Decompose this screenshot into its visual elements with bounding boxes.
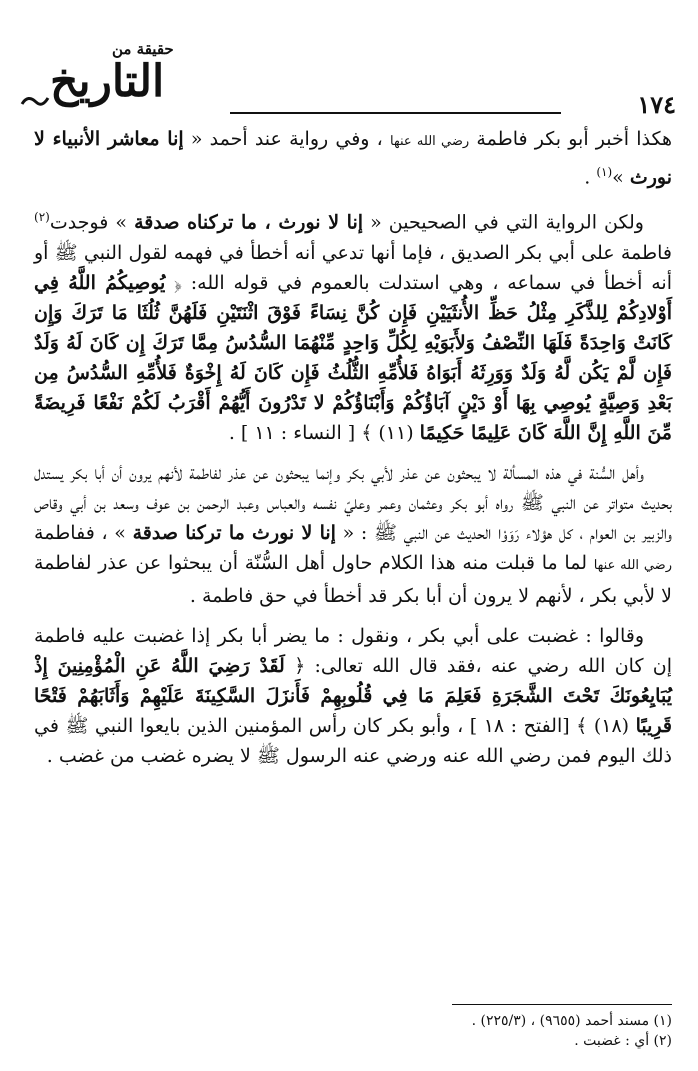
text-segment-quran: يُوصِيكُمُ اللَّهُ فِي أَوْلادِكُمْ لِلذَّكَرِ مِثْلُ حَظِّ الأُنثَيَيْنِ فَإِن كُنَّ نِسَاءً فَوْقَ اثْنَتَيْنِ فَلَهُنَّ ثُلُثَا مَا تَرَكَ وَإِن كَانَتْ وَاحِدَةً فَلَهَا النِّصْفُ وَلأَبَوَيْهِ لِكُلِّ وَاحِدٍ مِّنْهُمَا السُّدُسُ مِمَّا تَرَكَ إِن كَانَ لَهُ وَلَدٌ فَإِن لَّمْ يَكُن لَّهُ وَلَدٌ وَوَرِثَهُ أَبَوَاهُ فَلأُمِّهِ الثُّلُثُ فَإِن كَانَ لَهُ إِخْوَةٌ فَلأُمِّهِ السُّدُسُ مِن بَعْدِ وَصِيَّةٍ يُوصِي بِهَا أَوْ دَيْنٍ آبَاؤُكُمْ وَأَبْنَاؤُكُمْ لا تَدْرُونَ أَيُّهُمْ أَقْرَبُ لَكُمْ نَفْعًا فَرِيضَةً مِّنَ اللَّهِ إِنَّ اللَّهَ كَانَ عَلِيمًا حَكِيمًا <box>34 271 672 444</box>
footnote-2: (٢) أي : غضبت . <box>574 1033 672 1049</box>
text-segment-bold: إنا معاشر الأنبياء لا نورث <box>34 128 672 189</box>
header-flourish-icon <box>20 90 50 112</box>
footnote-1: (١) مسند أحمد (٩٦٥٥) ، (٢٢٥/٣) . <box>471 1013 672 1029</box>
text-segment-bold: إنا لا نورث ما تركنا صدقة <box>132 521 336 544</box>
page-number: ١٧٤ <box>637 90 676 119</box>
running-header <box>20 40 676 120</box>
paragraph-1 <box>34 124 672 192</box>
text-segment-plain: فاطمة على أبي بكر الصديق ، فإما أنها تدعي أنه أخطأ في فهمه لقول النبي ﷺ أو أنه أخطأ في سماعه ، وهي استدلت بالعموم في قوله الله: ﴿ <box>34 241 672 294</box>
text-segment-honor: رضي الله عنها <box>593 557 672 573</box>
text-segment-plain: وقالوا : غضبت على أبي بكر ، ونقول : ما يضر أبا بكر إذا غضبت عليه فاطمة إن كان الله رضي عنه ،فقد قال الله تعالى: ﴿ <box>34 624 672 677</box>
text-segment-bold: إنا لا نورث ، ما تركناه صدقة <box>134 211 364 234</box>
paragraph-4 <box>34 621 672 771</box>
footnotes <box>34 1004 672 1051</box>
header-rule <box>230 112 561 114</box>
text-segment-ref: (٢) <box>34 210 50 225</box>
text-segment-plain: لما ما قبلت منه هذا الكلام حاول أهل السُّنّة أن يبحثوا عن عذر لفاطمة لا لأبي بكر ، لأنهم لا يرون أن أبا بكر قد أخطأ في حق فاطمة . <box>34 551 672 607</box>
text-segment-plain: هكذا أخبر أبو بكر فاطمة <box>469 128 673 150</box>
text-segment-plain: ، وفي رواية عند أحمد « <box>183 128 390 150</box>
text-segment-plain: وأهل السُّنة في هذه المسألة لا يبحثون عن عذر لأبي بكر وإنما يبحثون عن عذر لفاطمة لأنهم يرون أن أبا بكر يستدل بحديث متواتر عن النبي ﷺ رواه أبو بكر وعثمان وعمر وعليّ نفسه والعباس وعبد الرحمن بن عوف وسعد بن أبي وقاص والزبير بن العوام ، كل هؤلاء رَوَوْا الحديث عن النبي ﷺ : « <box>34 461 672 544</box>
paragraph-2 <box>34 202 672 447</box>
header-title-main: التاريخ <box>50 56 165 107</box>
text-segment-quran: لَقَدْ رَضِيَ اللَّهُ عَنِ الْمُؤْمِنِينَ إِذْ يُبَايِعُونَكَ تَحْتَ الشَّجَرَةِ فَعَلِمَ مَا فِي قُلُوبِهِمْ فَأَنزَلَ السَّكِينَةَ عَلَيْهِمْ وَأَثَابَهُمْ فَتْحًا قَرِيبًا <box>34 654 672 737</box>
footnote-rule <box>452 1004 672 1005</box>
text-segment-plain: (١٨) ﴾ [الفتح : ١٨ ] ، وأبو بكر كان رأس المؤمنين الذين بايعوا النبي ﷺ في ذلك اليوم فمن رضي الله عنه ورضي عنه الرسول ﷺ لا يضره غضب من غضب . <box>34 714 672 767</box>
text-segment-plain: » فوجدت <box>49 211 135 234</box>
header-title-small: حقيقة من <box>112 40 174 58</box>
text-segment-ref: (١) <box>596 165 613 179</box>
text-segment-honor: رضي الله عنها <box>390 134 470 149</box>
paragraph-3 <box>34 458 672 611</box>
text-segment-plain: » <box>612 166 630 189</box>
text-segment-plain: ولكن الرواية التي في الصحيحين « <box>363 211 644 234</box>
main-text <box>34 124 672 781</box>
text-segment-plain: » ، ففاطمة <box>34 521 133 544</box>
text-segment-plain: (١١) ﴾ [ النساء : ١١ ] . <box>228 421 420 444</box>
text-segment-plain: . <box>584 166 597 189</box>
